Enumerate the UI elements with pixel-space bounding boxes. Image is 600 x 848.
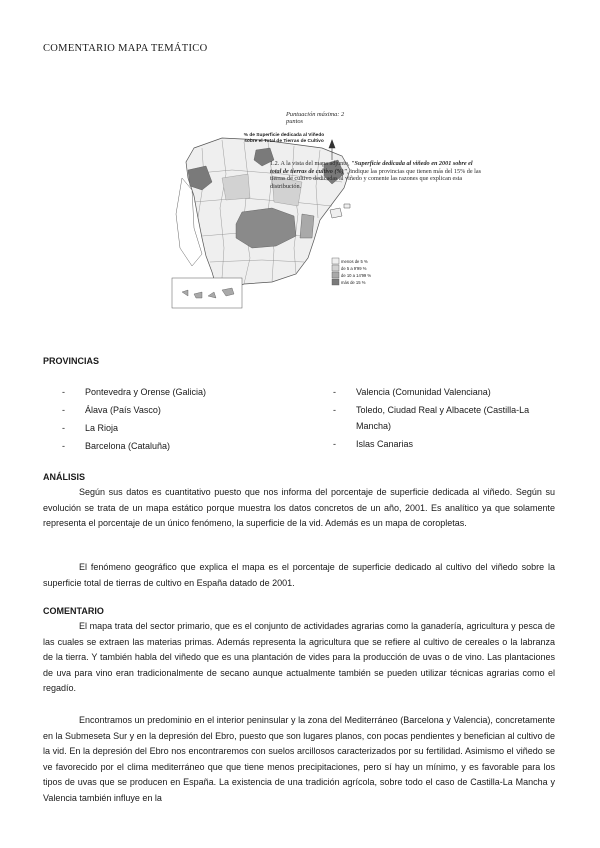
list-dash: - <box>62 387 65 397</box>
map-question-bold: "Superficie dedicada al viñedo en 2001 sobre el total de tierras de cultivo (%)" <box>270 160 473 175</box>
analisis-p2-text: El fenómeno geográfico que explica el mapa es el porcentaje de superficie dedicado al cultivo del viñedo sobre la superficie total de tierras de cultivo en España datado de 2001. <box>43 562 555 588</box>
list-item <box>333 436 558 452</box>
list-item <box>333 402 558 434</box>
list-item-text: Islas Canarias <box>356 439 414 449</box>
list-item <box>333 384 558 400</box>
list-item <box>62 384 322 400</box>
list-item-text: Valencia (Comunidad Valenciana) <box>356 387 491 397</box>
provincias-left-list <box>62 384 322 454</box>
comentario-p2-text: Encontramos un predominio en el interior peninsular y la zona del Mediterráneo (Barcelona y Valencia), concretamente en la Submeseta Sur y en la depresión del Ebro, puesto que son lugares planos, con pocas pendientes y benefician al cultivo de la vid. En la depresión del Ebro nos encontraremos con suelos arcillosos caracterizados por su fertilidad. Asimismo el viñedo se ve favorecido por el clima mediterráneo que que tiene menos precipitaciones, pero sí hay un mínimo, y es favorable para los tipos de uvas que se producen en España. La existencia de una tradición agrícola, sobre todo el caso de Castilla-La Mancha y Valencia también influye en la <box>43 715 555 803</box>
thematic-map <box>132 78 482 322</box>
analisis-paragraph-1 <box>43 485 555 532</box>
map-inner-title-1: % de Superficie dedicada al Viñedo <box>243 133 325 138</box>
legend-label-0: menos de 5 % <box>341 259 368 264</box>
province-valencia <box>300 214 314 238</box>
balearic-islands <box>330 204 350 218</box>
list-dash: - <box>333 387 336 397</box>
list-item-text: Barcelona (Cataluña) <box>85 441 171 451</box>
map-question-rest: , indique las provincias que tienen más del 15% de las tierras de cultivo dedicadas al viñedo y comente las razones que explican esta distribución. <box>270 167 482 190</box>
list-item-text: Álava (País Vasco) <box>85 405 161 415</box>
list-dash: - <box>62 405 65 415</box>
list-dash: - <box>333 439 336 449</box>
legend-label-3: más de 15 % <box>341 280 366 285</box>
list-item-text: Pontevedra y Orense (Galicia) <box>85 387 207 397</box>
analisis-paragraph-2 <box>43 560 555 591</box>
provincias-heading: PROVINCIAS <box>43 356 100 366</box>
legend-swatch-1 <box>332 265 339 271</box>
list-dash: - <box>62 441 65 451</box>
list-dash: - <box>62 423 65 433</box>
list-item-text: Toledo, Ciudad Real y Albacete (Castilla-La Mancha) <box>356 405 530 431</box>
map-inner-title-2: sobre el Total de Tierras de Cultivo <box>244 139 324 144</box>
legend-swatch-3 <box>332 279 339 285</box>
list-item-text: La Rioja <box>85 423 119 433</box>
comentario-p1-text: El mapa trata del sector primario, que es el conjunto de actividades agrarias como la ganadería, agricultura y pesca de las cuales se extraen las materias primas. Además representa la agricultura que se refiere al cultivo de cereales o la labranza de la tierra. Y también habla del viñedo que es una plantación de vides para la producción de uvas o de vino. Las plantaciones de uva para vino eran tradicionalmente de secano aunque actualmente también se pueden utilizar técnicas agrarias como el regadío. <box>43 621 555 694</box>
map-question-num: 1.2. A la vista del mapa adjunto, <box>270 160 352 167</box>
list-item <box>62 438 322 454</box>
comentario-paragraph-1 <box>43 619 555 697</box>
provincias-right-list <box>333 384 558 452</box>
map-question <box>270 160 485 190</box>
list-dash: - <box>333 405 336 415</box>
legend-label-2: de 10 a 14'99 % <box>341 273 372 278</box>
list-item <box>62 420 322 436</box>
legend-swatch-2 <box>332 272 339 278</box>
legend-swatch-0 <box>332 258 339 264</box>
comentario-heading: COMENTARIO <box>43 606 104 616</box>
legend-label-1: de 5 a 9'99 % <box>341 266 367 271</box>
map-legend-labels <box>341 258 371 286</box>
map-inner-title <box>224 133 344 145</box>
map-legend <box>332 258 339 285</box>
page-title: COMENTARIO MAPA TEMÁTICO <box>43 43 208 54</box>
analisis-heading: ANÁLISIS <box>43 472 86 482</box>
comentario-paragraph-2 <box>43 713 555 807</box>
analisis-p1-text: Según sus datos es cuantitativo puesto que nos informa del porcentaje de superficie dedicada al viñedo. Según su evolución se trata de un mapa estático porque muestra los datos concretos de un año, 2001. Es analítico ya que solamente representa el porcentaje de un único fenómeno, la superficie de la vid. Además es un mapa de coropletas. <box>43 487 555 529</box>
list-item <box>62 402 322 418</box>
map-score: Puntuación máxima: 2 puntos <box>286 111 345 125</box>
